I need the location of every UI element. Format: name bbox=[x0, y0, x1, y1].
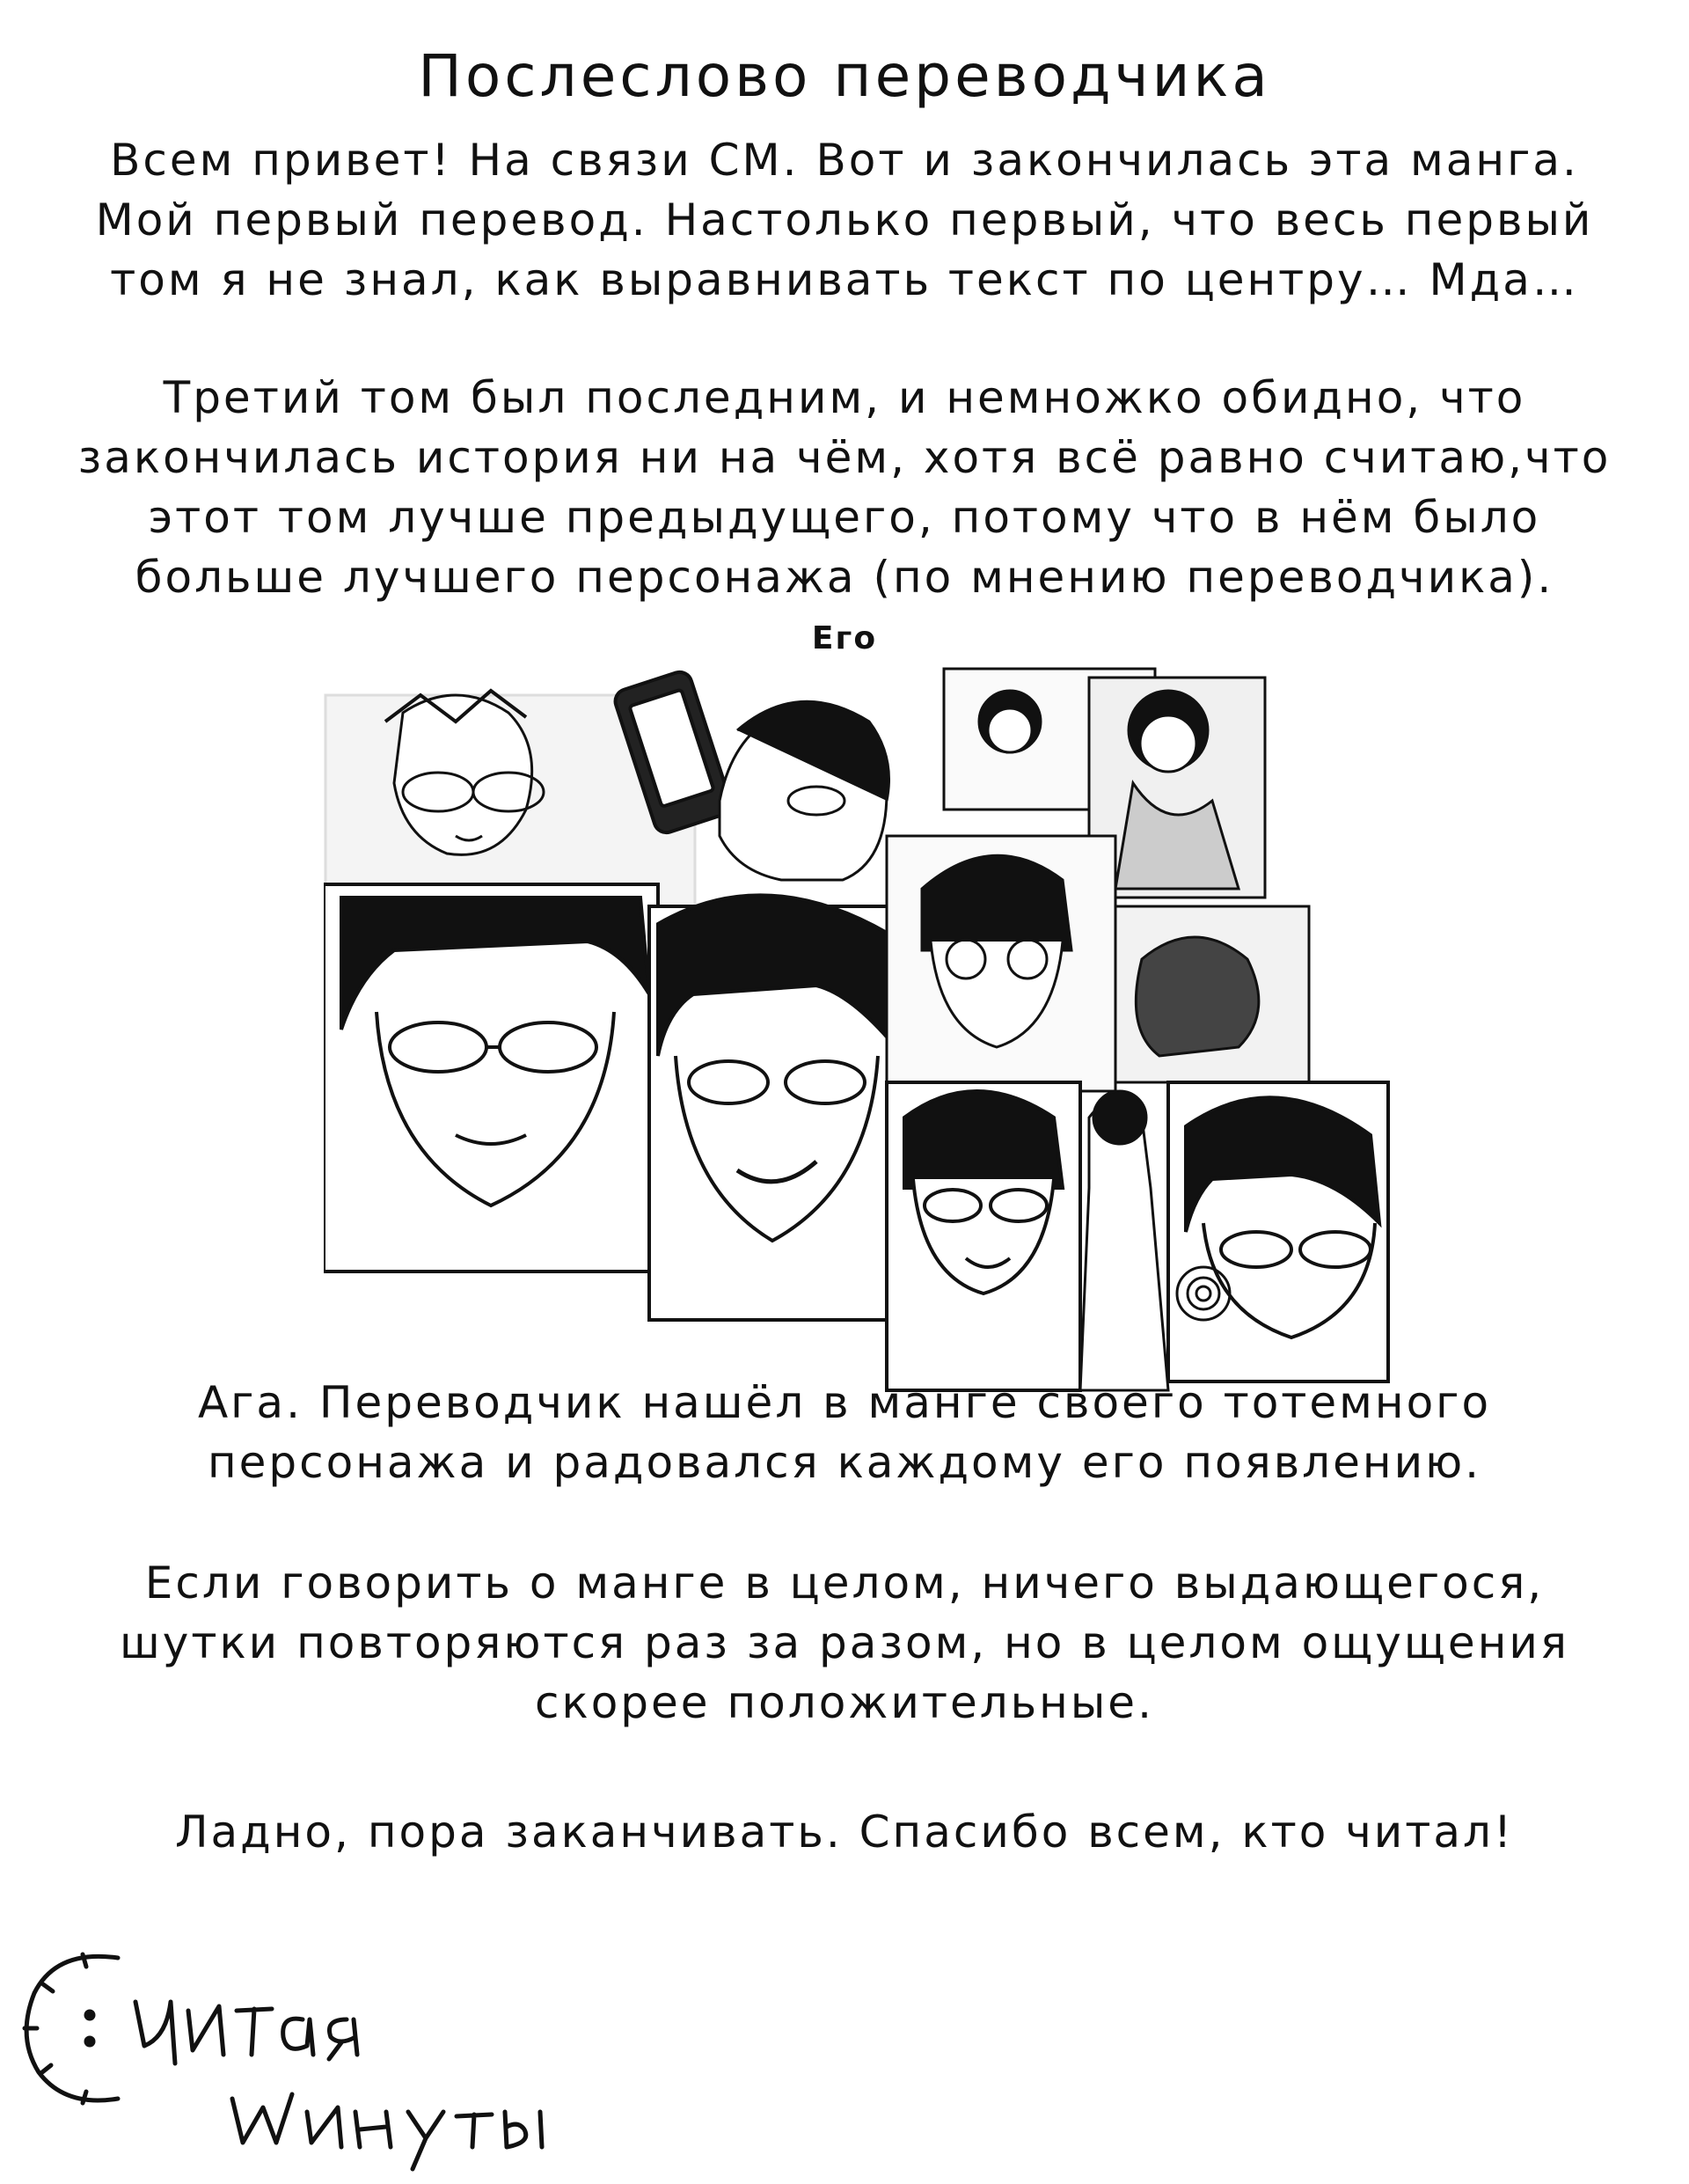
paragraph-line: этот том лучше предыдущего, потому что в нём было bbox=[148, 492, 1541, 543]
collage-panel bbox=[649, 895, 896, 1320]
paragraph-line: том я не знал, как выравнивать текст по центру… Мда… bbox=[110, 254, 1579, 305]
clock-icon bbox=[25, 1954, 118, 2103]
paragraph-greeting bbox=[53, 130, 1636, 310]
paragraph-line: персонажа и радовался каждому его появлению. bbox=[207, 1437, 1482, 1488]
paragraph-line: скорее положительные. bbox=[535, 1677, 1154, 1728]
paragraph-line: закончилась история ни на чём, хотя всё равно считаю,что bbox=[77, 432, 1612, 483]
paragraph-line: Третий том был последним, и немножко обидно, что bbox=[163, 372, 1526, 423]
collage-panel bbox=[887, 836, 1115, 1091]
signature-lettering bbox=[135, 2002, 542, 2169]
manga-collage-image bbox=[324, 660, 1393, 1395]
paragraph-totem-character bbox=[53, 1373, 1636, 1492]
collage-panel bbox=[1080, 1091, 1168, 1390]
paragraph-third-volume bbox=[53, 368, 1636, 607]
paragraph-line: Ладно, пора заканчивать. Спасибо всем, кто читал! bbox=[174, 1807, 1515, 1858]
paragraph-line: Ага. Переводчик нашёл в манге своего тотемного bbox=[197, 1377, 1492, 1428]
paragraph-line: больше лучшего персонажа (по мнению переводчика). bbox=[135, 552, 1554, 603]
collage-panel bbox=[1115, 906, 1309, 1082]
collage-panel bbox=[324, 884, 658, 1272]
collage-panel bbox=[720, 701, 889, 880]
page-title: Послеслово переводчика bbox=[418, 42, 1271, 110]
paragraph-overall-opinion bbox=[53, 1553, 1636, 1733]
paragraph-closing bbox=[53, 1802, 1636, 1862]
collage-panel bbox=[1168, 1082, 1388, 1381]
team-signature-logo bbox=[12, 1931, 628, 2178]
paragraph-line: шутки повторяются раз за разом, но в целом ощущения bbox=[120, 1617, 1569, 1668]
collage-panel bbox=[887, 1082, 1080, 1390]
paragraph-line: Мой первый перевод. Настолько первый, что весь первый bbox=[95, 194, 1594, 246]
paragraph-line: Если говорить о манге в целом, ничего выдающегося, bbox=[144, 1557, 1545, 1609]
paragraph-line: Всем привет! На связи СМ. Вот и закончилась эта манга. bbox=[110, 135, 1579, 186]
collage-caption: Его bbox=[811, 620, 878, 656]
